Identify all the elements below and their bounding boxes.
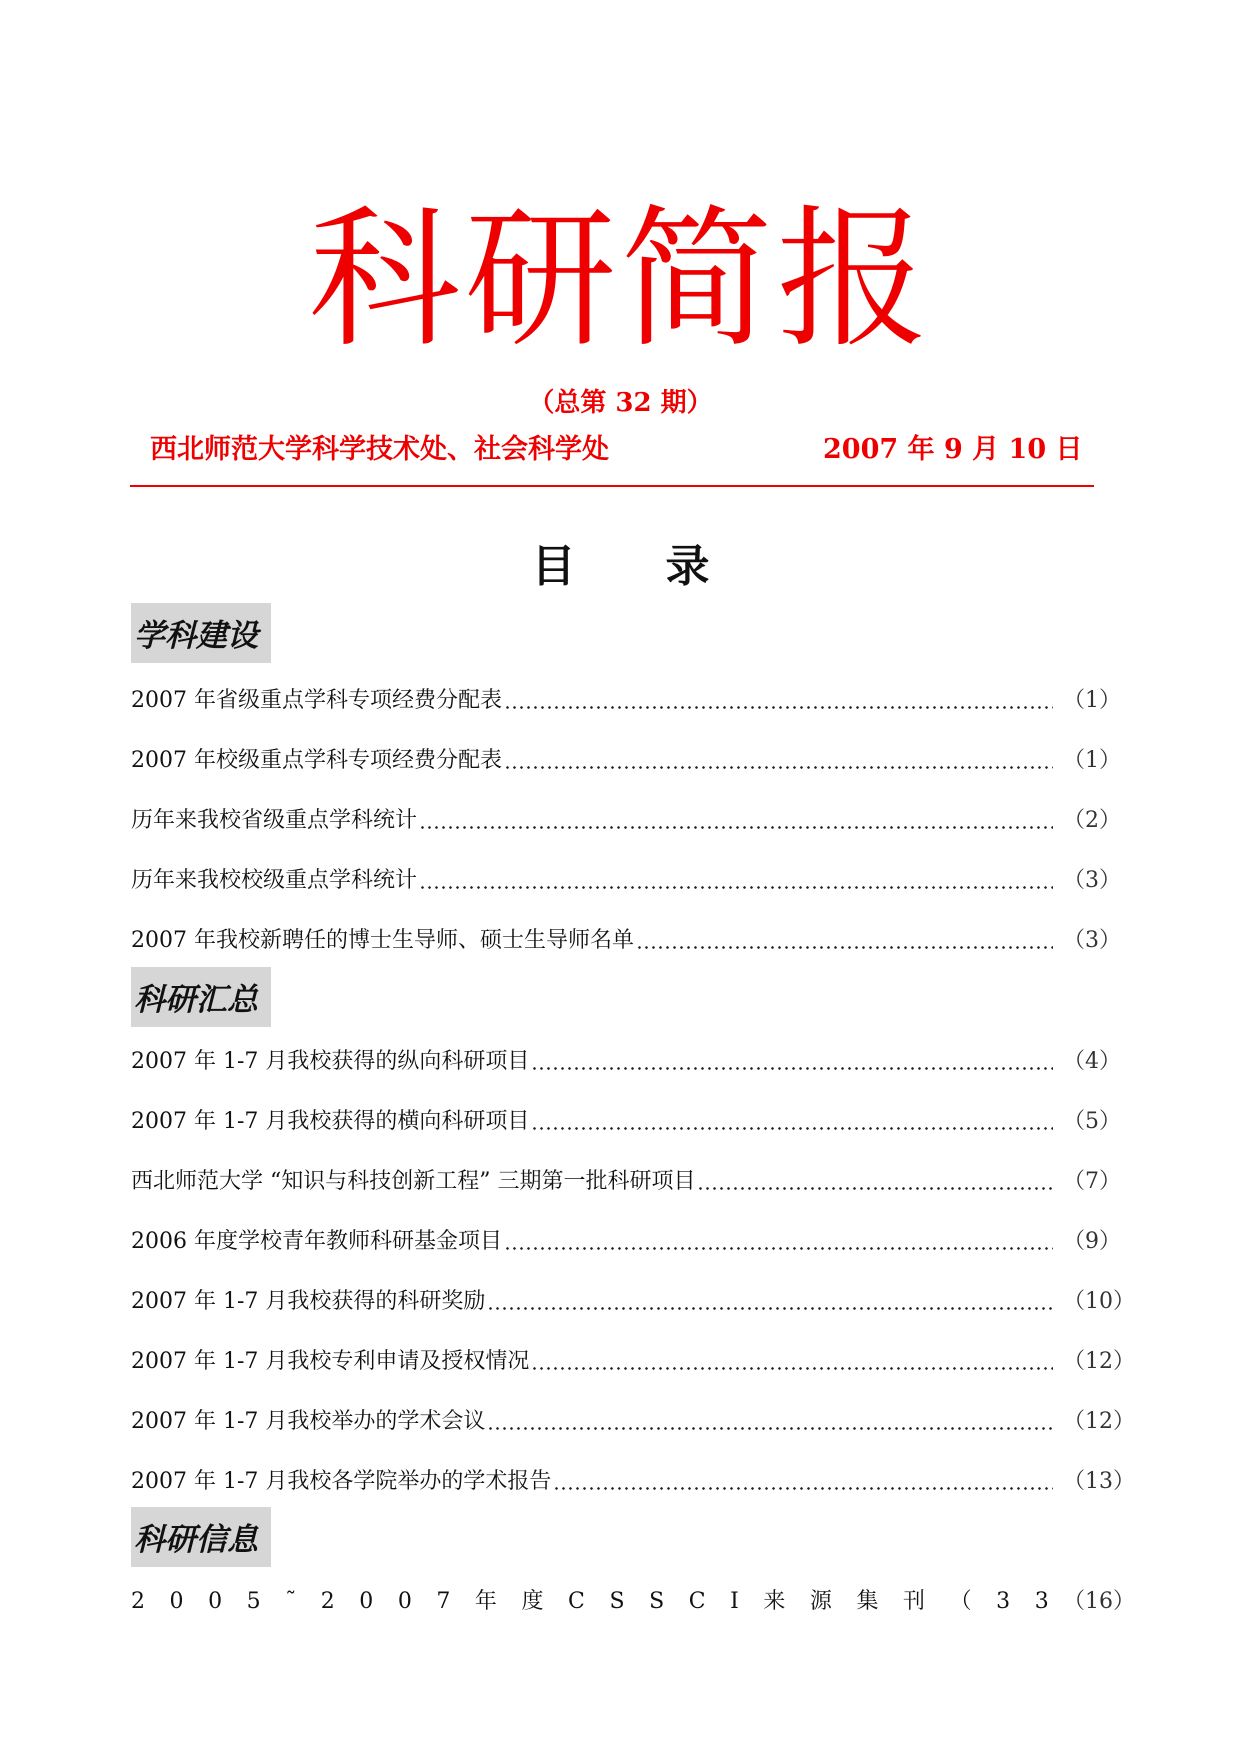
toc-entry-glyph: 3 [996, 1589, 1011, 1614]
toc-entry-glyph: 5 [246, 1589, 261, 1614]
issue-number: （总第 32 期） [528, 388, 713, 418]
toc-entry-title: 2007 年 1-7 月我校获得的科研奖励 [131, 1289, 486, 1314]
publisher: 西北师范大学科学技术处、社会科学处 [150, 434, 609, 465]
toc-entry-title [131, 1587, 1063, 1617]
toc-entry-title: 西北师范大学 “知识与科技创新工程” 三期第一批科研项目 [131, 1169, 696, 1194]
toc-entry-title: 2007 年 1-7 月我校获得的横向科研项目 [131, 1109, 530, 1134]
toc-entry-page: （7） [1063, 1169, 1121, 1194]
toc-entry-glyph: 7 [436, 1589, 451, 1614]
toc-entry-page: （13） [1063, 1469, 1135, 1494]
publication-date: 2007 年 9 月 10 日 [823, 434, 1083, 465]
toc-entry-title: 2007 年 1-7 月我校各学院举办的学术报告 [131, 1469, 552, 1494]
toc-entry-title: 历年来我校校级重点学科统计 [131, 868, 418, 893]
dot-leader [504, 1247, 1053, 1250]
toc-entry-title: 2007 年 1-7 月我校获得的纵向科研项目 [131, 1049, 530, 1074]
toc-entry-glyph: 0 [359, 1589, 374, 1614]
toc-entry-page: （10） [1063, 1289, 1135, 1314]
toc-entry-page: （1） [1063, 748, 1121, 773]
toc-entry-page: （12） [1063, 1349, 1135, 1374]
newsletter-title: 科研简报 [308, 191, 933, 368]
toc-entry[interactable] [131, 1465, 1135, 1497]
toc-entry[interactable] [131, 804, 1121, 836]
dot-leader [636, 946, 1053, 949]
toc-entry[interactable] [131, 684, 1121, 716]
toc-entry-page: （2） [1063, 808, 1121, 833]
section-heading: 科研信息 [131, 1507, 271, 1567]
dot-leader [504, 706, 1053, 709]
toc-entry-glyph: S [649, 1589, 665, 1614]
toc-entry-glyph: 年 [474, 1589, 497, 1614]
toc-entry-glyph: 刊 [903, 1589, 926, 1614]
dot-leader [419, 826, 1053, 829]
toc-entry-glyph: 0 [208, 1589, 223, 1614]
toc-entry-title: 2006 年度学校青年教师科研基金项目 [131, 1229, 502, 1254]
toc-entry[interactable] [131, 1225, 1121, 1257]
toc-entry[interactable] [131, 1345, 1135, 1377]
toc-entry-glyph: 度 [521, 1589, 544, 1614]
toc-entry-glyph: C [688, 1589, 706, 1614]
toc-entry-glyph: 3 [1034, 1589, 1049, 1614]
dot-leader [531, 1127, 1053, 1130]
toc-entry-glyph: 0 [397, 1589, 412, 1614]
toc-entry-glyph: 集 [856, 1589, 879, 1614]
toc-entry[interactable] [131, 1045, 1121, 1077]
toc-entry-title: 2007 年 1-7 月我校专利申请及授权情况 [131, 1349, 530, 1374]
toc-entry[interactable] [131, 1585, 1135, 1617]
toc-entry-glyph: 源 [809, 1589, 832, 1614]
toc-entry-glyph: I [730, 1589, 739, 1614]
toc-entry-title: 2007 年省级重点学科专项经费分配表 [131, 688, 502, 713]
masthead-divider [130, 485, 1094, 487]
dot-leader [531, 1367, 1053, 1370]
toc-entry-glyph: 0 [169, 1589, 184, 1614]
toc-entry[interactable] [131, 1165, 1121, 1197]
toc-entry-page: （1） [1063, 688, 1121, 713]
toc-entry-page: （3） [1063, 928, 1121, 953]
section-heading: 学科建设 [131, 603, 271, 663]
toc-entry-page: （9） [1063, 1229, 1121, 1254]
toc-entry-glyph: C [568, 1589, 585, 1614]
dot-leader [531, 1067, 1053, 1070]
toc-entry-page: （4） [1063, 1049, 1121, 1074]
toc-entry[interactable] [131, 924, 1121, 956]
toc-entry[interactable] [131, 864, 1121, 896]
dot-leader [697, 1187, 1053, 1190]
dot-leader [419, 886, 1053, 889]
toc-entry-title: 2007 年校级重点学科专项经费分配表 [131, 748, 502, 773]
toc-entry-glyph: （ [949, 1589, 972, 1614]
toc-entry-title: 2007 年 1-7 月我校举办的学术会议 [131, 1409, 486, 1434]
section-heading: 科研汇总 [131, 967, 271, 1027]
toc-entry-page: （5） [1063, 1109, 1121, 1134]
toc-entry-title: 历年来我校省级重点学科统计 [131, 808, 418, 833]
toc-entry-title: 2007 年我校新聘任的博士生导师、硕士生导师名单 [131, 928, 634, 953]
toc-entry-glyph: S [609, 1589, 625, 1614]
toc-entry[interactable] [131, 1285, 1135, 1317]
toc-entry-page: （16） [1063, 1589, 1135, 1614]
toc-entry-page: （3） [1063, 868, 1121, 893]
toc-entry[interactable] [131, 1405, 1135, 1437]
toc-entry[interactable] [131, 744, 1121, 776]
toc-entry-page: （12） [1063, 1409, 1135, 1434]
toc-entry[interactable] [131, 1105, 1121, 1137]
toc-entry-glyph: ˜ [285, 1589, 297, 1614]
dot-leader [504, 766, 1053, 769]
dot-leader [553, 1487, 1053, 1490]
toc-entry-glyph: 来 [763, 1589, 786, 1614]
toc-heading: 目录 [531, 541, 800, 592]
toc-entry-glyph: 2 [131, 1589, 145, 1614]
dot-leader [487, 1427, 1053, 1430]
dot-leader [487, 1307, 1053, 1310]
toc-entry-glyph: 2 [320, 1589, 335, 1614]
